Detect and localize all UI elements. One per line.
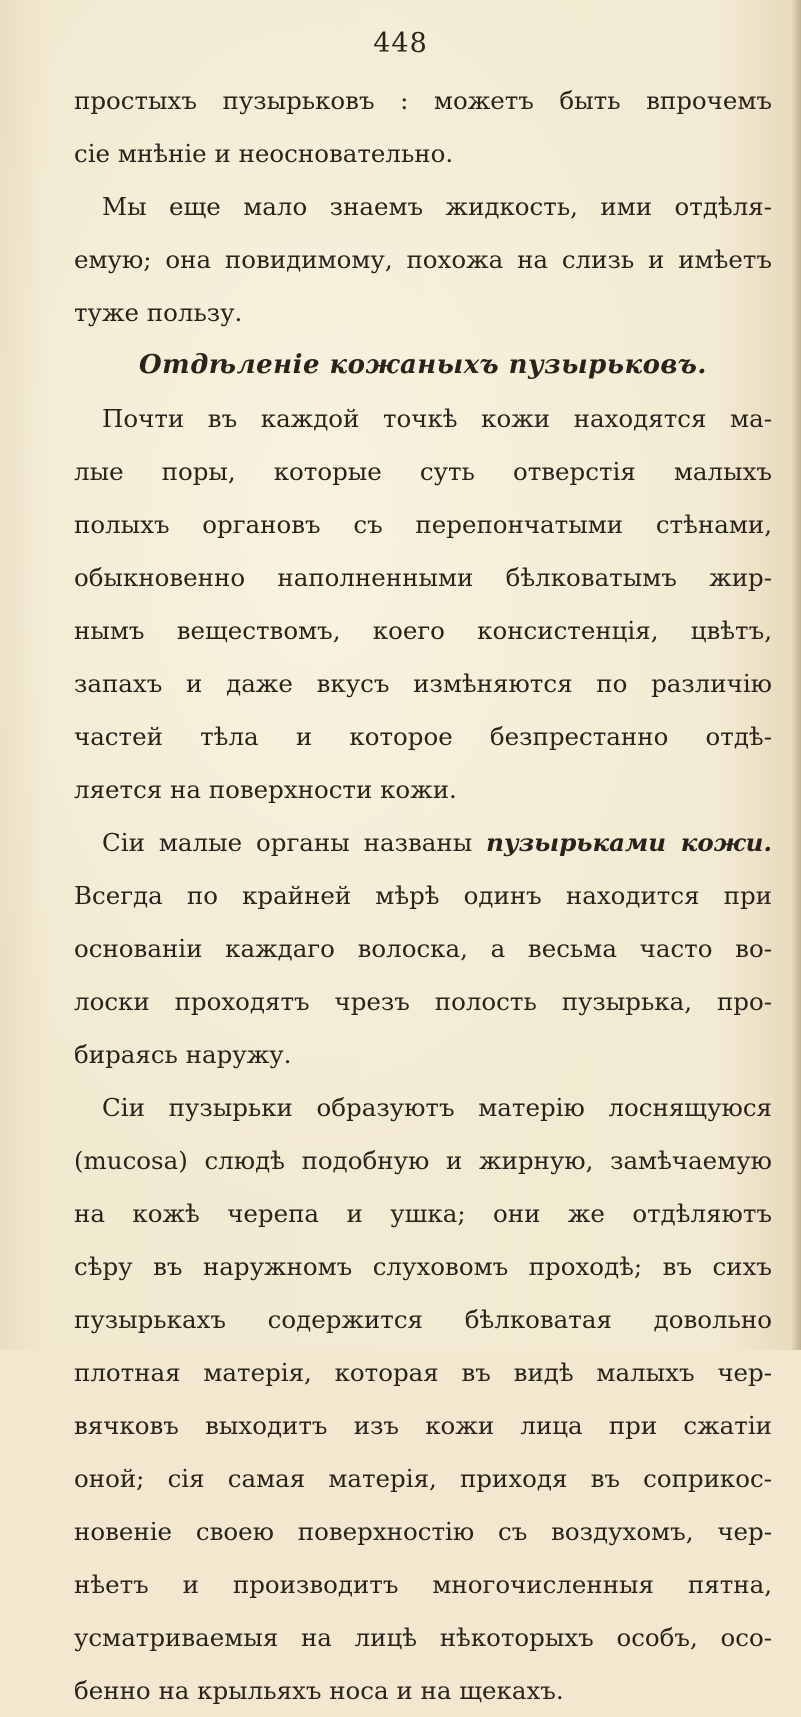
text-line: лоски проходятъ чрезъ полость пузырька, про- [74, 987, 772, 1016]
text-line: (mucosa) слюдѣ подобную и жирную, замѣчаемую [74, 1146, 772, 1175]
text-line: пузырькахъ содержится бѣлковатая довольно [74, 1305, 772, 1334]
text-line: сіе мнѣніе и неосновательно. [74, 139, 454, 168]
text-line: бираясь наружу. [74, 1040, 292, 1069]
page-number: 448 [373, 28, 428, 59]
text-line: оной; сія самая матерія, приходя въ соприкос- [74, 1464, 772, 1493]
text-line: нѣетъ и производитъ многочисленныя пятна, [74, 1570, 772, 1599]
text-line: полыхъ органовъ съ перепончатыми стѣнами, [74, 510, 772, 539]
text-line: основаніи каждаго волоска, а весьма часто во- [74, 934, 772, 963]
text-line: емую; она повидимому, похожа на слизь и имѣетъ [74, 245, 772, 274]
section-heading: Отдѣленіе кожаныхъ пузырьковъ. [139, 350, 707, 380]
text-line: простыхъ пузырьковъ : можетъ быть впрочемъ [74, 86, 772, 115]
text-line: Сіи пузырьки образуютъ матерію лоснящуюся [102, 1093, 772, 1122]
text-line: Мы еще мало знаемъ жидкость, ими отдѣля- [102, 192, 772, 221]
text-line [74, 816, 772, 869]
text-line: запахъ и даже вкусъ измѣняются по различію [74, 669, 772, 698]
text-line: ляется на поверхности кожи. [74, 775, 457, 804]
text-line: туже пользу. [74, 298, 243, 327]
text-line: лые поры, которые суть отверстія малыхъ [74, 457, 772, 486]
text-line: частей тѣла и которое безпрестанно отдѣ- [74, 722, 772, 751]
italic-term: пузырьками кожи. [486, 828, 772, 857]
text-line: Почти въ каждой точкѣ кожи находятся ма- [102, 404, 772, 433]
page-text [74, 74, 772, 1717]
text-line: на кожѣ черепа и ушка; они же отдѣляютъ [74, 1199, 772, 1228]
text-line: нымъ веществомъ, коего консистенція, цвѣтъ, [74, 616, 772, 645]
text-line: новеніе своею поверхностію съ воздухомъ, чер- [74, 1517, 772, 1546]
text-run: Сіи малые органы названы [102, 828, 473, 857]
text-line: сѣру въ наружномъ слуховомъ проходѣ; въ сихъ [74, 1252, 772, 1281]
text-line: обыкновенно наполненными бѣлковатымъ жир- [74, 563, 772, 592]
text-line: Всегда по крайней мѣрѣ одинъ находится при [74, 881, 772, 910]
text-line: бенно на крыльяхъ носа и на щекахъ. [74, 1676, 564, 1705]
text-line: вячковъ выходитъ изъ кожи лица при сжатіи [74, 1411, 772, 1440]
text-line: плотная матерія, которая въ видѣ малыхъ чер- [74, 1358, 772, 1387]
text-line: усматриваемыя на лицѣ нѣкоторыхъ особъ, осо- [74, 1623, 772, 1652]
page-edge-shadow [791, 0, 801, 1350]
